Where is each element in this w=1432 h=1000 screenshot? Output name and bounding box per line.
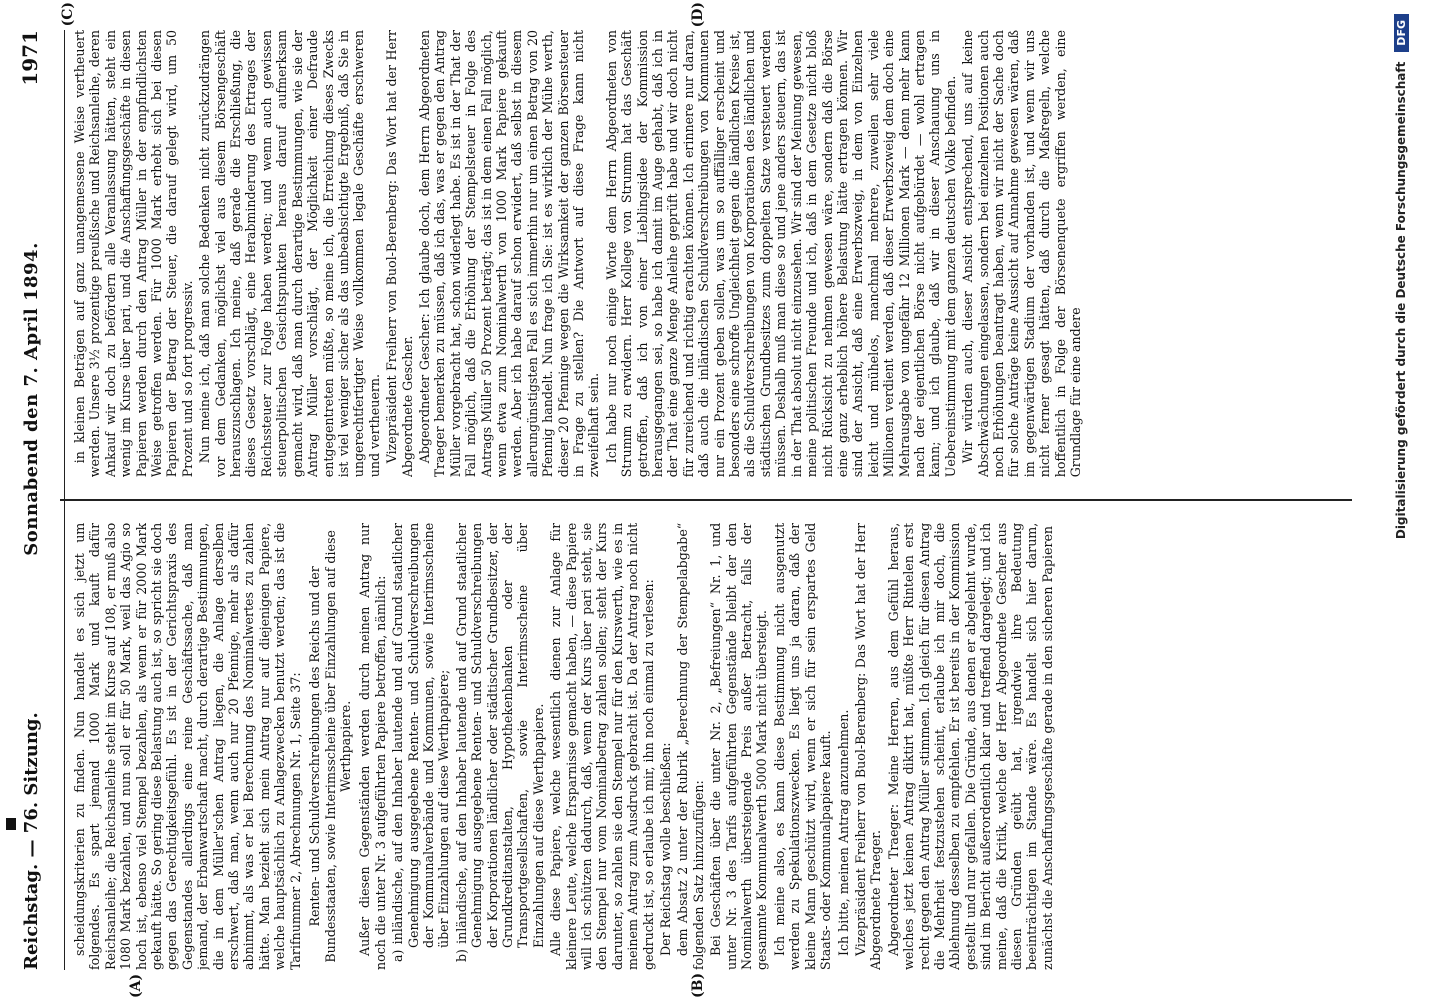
margin-mark-a: (A) xyxy=(128,973,144,998)
left-column xyxy=(72,523,1352,970)
header-date: Sonnabend den 7. April 1894. xyxy=(21,242,42,556)
paragraph: Renten- und Schuldverschreibungen des Reichs und der Bundesstaaten, sowie Interimsscheine über Einzahlungen auf diese Werthpapiere. xyxy=(307,530,353,963)
margin-mark-b: (B) xyxy=(690,972,706,998)
paragraph: Abgeordneter Gescher: Ich glaube doch, dem Herrn Abgeordneten Traeger bemerken zu müssen, daß ich das, was er gegen den Antrag Müller vorgebracht hat, schon widerlegt habe. Es ist in der That der Fall möglich, daß die Erhöhung der Stempelsteuer in Folge des Antrags Müller 50 Prozent beträgt; das ist in dem einen Fall möglich, wenn etwa zum Nominalwerth von 1000 Mark Papiere gekauft werden. Aber ich habe darauf schon erwidert, daß selbst in diesem allerungünstigsten Fall es sich immerhin nur um einen Betrag von 20 Pfennig handelt. Nun frage ich Sie: ist es wirklich der Mühe werth, dieser 20 Pfennige wegen die Wirksamkeit der ganzen Börsensteuer in Frage zu stellen? Die Antwort auf diese Frage kann nicht zweifelhaft sein. xyxy=(416,30,602,478)
right-column xyxy=(72,30,1352,477)
paragraph: Bei Geschäften über die unter Nr. 2, „Befreiungen“ Nr. 1, und unter Nr. 3 des Tarifs aufgeführten Gegenstände bleibt der den Nominalwerth übersteigende Preis außer Betracht, falls der gesammte Kommunalwerth 5000 Mark nicht übersteigt. xyxy=(708,522,770,970)
scan-artifact xyxy=(6,818,16,830)
paragraph: Alle diese Papiere, welche wesentlich dienen zur Anlage für kleinere Leute, welche Ersparnisse gemacht haben, — diese Papiere will ich schützen dadurch, daß, wenn der Kurs über pari steht, sie den Stempel nur vom Nominalbetrag zahlen sollen; steht der Kurs darunter, so zahlen sie den Stempel nur für den Kurswerth, wie es in meinem Antrag zum Ausdruck gebracht ist. Da der Antrag noch nicht gedruckt ist, so erlaube ich mir, ihn noch einmal zu verlesen: xyxy=(548,522,656,970)
paragraph: Der Reichstag wolle beschließen: xyxy=(658,742,674,956)
paragraph: in kleinen Beträgen auf ganz unangemessene Weise vertheuert werden. Unsere 3½ prozentige preußische und Reichsanleihe, deren Ankauf wir doch zu befördern alle Veranlassung hätten, steht ein wenig im Kurse über pari, und die Anschaffungsgeschäfte in diesen Papieren werden durch den Antrag Müller in der empfindlichsten Weise getroffen werden. Für 1000 Mark erhebt sich bei diesen Papieren der Betrag der Steuer, die darauf gelegt wird, um 50 Prozent und so fort progressiv. xyxy=(72,30,195,478)
dfg-logo: DFG xyxy=(1394,14,1409,52)
paragraph: Nun meine ich, daß man solche Bedenken nicht zurückzudrängen vor dem Gedanken, möglichst viel aus diesem Börsengeschäft herauszuschlagen. Ich meine, daß gerade die Erschließung, die dieses Gesetz vorschlägt, eine Herabminderung des Ertrages der Reichssteuer zur Folge haben werden; und wenn auch gewissen steuerpolitischen Gesichtspunkten heraus darauf aufmerksam gemacht wird, daß man durch derartige Bestimmungen, wie sie der Antrag Müller vorschlägt, der Möglichkeit einer Defraude entgegentreten müßte, so meine ich, die Erreichung dieses Zwecks ist viel weniger sicher als das unbeabsichtigte Ergebniß, daß Sie in ungerechtfertigter Weise vollkommen legale Geschäfte erschweren und vertheuern. xyxy=(197,30,382,478)
text-columns xyxy=(72,30,1352,970)
page-number: 1971 xyxy=(18,30,42,86)
page-header xyxy=(18,30,65,970)
column-divider xyxy=(60,499,1352,501)
credit-text: Digitalisierung gefördert durch die Deutsche Forschungsgemeinschaft xyxy=(1394,61,1408,540)
header-session: Reichstag. — 76. Sitzung. xyxy=(21,712,42,970)
list-item: a) inländische, auf den Inhaber lautende und auf Grund staatlicher Genehmigung ausgegebene Renten- und Schuldverschreibungen der Kommunalverbände und Kommunen, sowie Interimsscheine über Einzahlungen auf diese Werthpapiere; xyxy=(390,522,452,962)
digitization-credit xyxy=(1388,14,1414,986)
paragraph: Vizepräsident Freiherr von Buol-Berenberg: Das Wort hat der Herr Abgeordnete Gescher. xyxy=(384,30,415,478)
paragraph: Wir würden auch, dieser Ansicht entsprechend, uns auf keine Abschwächungen eingelassen, sondern bei einzelnen Positionen auch noch Erhöhungen beantragt haben, wenn wir nicht der Sache doch für solche Anträge keine Aussicht auf Annahme gewesen wären, daß im gegenwärtigen Stadium der vorhanden ist, und wenn wir uns nicht ferner gesagt hätten, daß durch die Maßregeln, welche hoffentlich in Folge der Börsenenquete ergriffen werden, eine Grundlage für eine andere xyxy=(960,30,1083,478)
margin-mark-d: (D) xyxy=(690,2,706,28)
list-item: b) inländische, auf den Inhaber lautende und auf Grund staatlicher Genehmigung ausgegebene Renten- und Schuldverschreibungen der Korporationen ländlicher oder städtischer Grundbesitzer, der Grundkreditanstalten, Hypothekenbanken oder der Transportgesellschaften, sowie Interimsscheine über Einzahlungen auf diese Werthpapiere. xyxy=(453,522,546,962)
paragraph: Ich meine also, es kann diese Bestimmung nicht ausgenutzt werden zu Spekulationszwecken. Es liegt uns ja daran, daß der kleine Mann geschützt wird, wenn er sich für sein erspartes Geld Staats- oder Kommunalpapiere kauft. xyxy=(771,522,834,970)
paragraph: Abgeordneter Traeger: Meine Herren, aus dem Gefühl heraus, welches jetzt keinen Antrag diktirt hat, müßte Herr Rintelen erst recht gegen den Antrag Müller stimmen. Ich gleich für diesen Antrag die Mehrheit festzustehen scheint, erlaube ich mir doch, die Ablehnung desselben zu empfehlen. Er ist bereits in der Kommission gestellt und nur gefallen. Die Gründe, aus denen er abgelehnt wurde, sind im Bericht außerordentlich klar und treffend dargelegt; und ich meine, daß die Kritik, welche der Herr Abgeordnete Gescher aus diesen Gründen geübt hat, irgendwie ihre Bedeutung beeinträchtigen im Stande wäre. Es handelt sich hier darum, zunächst die Anschaffungsgeschäfte gerade in den sicheren Papieren xyxy=(885,522,1055,970)
paragraph: Ich bitte, meinen Antrag anzunehmen. xyxy=(835,709,851,956)
paragraph: dem Absatz 2 unter der Rubrik „Berechnung der Stempelabgabe“ folgenden Satz hinzuzufügen: xyxy=(675,522,706,970)
paragraph: scheidungskriterien zu finden. Nun handelt es sich jetzt um folgendes. Es spart jemand 1000 Mark und kauft dafür Reichsanleihe; die Reichsanleihe steht im Kurse auf 108, er muß also 1080 Mark bezahlen, und nun soll er für 50 Mark, weil das Agio so hoch ist, ebenso viel Stempel bezahlen, als wenn er für 2000 Mark gekauft hätte. So gering diese Belastung auch ist, so spricht sie doch gegen das Gerechtigkeitsgefühl. Es ist in der Gerichtspraxis des Gegenstandes allerdings eine reine Geschäftssache, daß man jemand, der Erbanwartschaft macht, durch derartige Bestimmungen, die in dem Müller'schen Antrag liegen, die Anlage derselben erschwert, daß man, wenn auch nur 20 Pfennige, mehr als dafür abnimmt, als was er bei Berechnung des Nominalwertes zu zahlen hätte. Man bezieht sich mein Antrag nur auf diejenigen Papiere, welche hauptsächlich zu Anlagezwecken benutzt werden; das ist die Tarifnummer 2, Abrechnungen Nr. 1, Seite 37: xyxy=(72,522,303,970)
paragraph: Vizepräsident Freiherr von Buol-Berenberg: Das Wort hat der Herr Abgeordnete Traeger. xyxy=(852,522,884,970)
margin-mark-c: (C) xyxy=(60,2,76,27)
paragraph: Außer diesen Gegenständen werden durch meinen Antrag nur noch die unter Nr. 3 aufgeführten Papiere betroffen, nämlich: xyxy=(357,522,388,970)
paragraph: Ich habe nur noch einige Worte dem Herrn Abgeordneten von Strumm zu erwidern. Herr Kollege von Strumm hat das Geschäft getroffen, daß ich von einer Lieblingsidee der Kommission herausgegangen sei, so habe ich damit im Auge gehabt, daß ich in der That eine ganze Menge Anleihe geprüft habe und wir doch nicht für zureichend und richtig erachten können. Ich erinnere nur daran, daß auch die inländischen Schuldverschreibungen von Kommunen nur ein Prozent geben sollen, was um so auffälliger erscheint und besonders eine schroffe Ungleichheit gegen die ländlichen Kreise ist, als die Schuldverschreibungen von Korporationen des ländlichen und städtischen Grundbesitzes zum doppelten Satze versteuert werden müssen. Deshalb muß man diese so und jene anders steuern, das ist in der That absolut nicht einzusehen. Wir sind der Meinung gewesen, meine politischen Freunde und ich, daß in dem Gesetze nicht bloß nicht Rücksicht zu nehmen gewesen wäre, sondern daß die Börse eine ganz erheblich höhere Belastung hätte ertragen können. Wir sind der Ansicht, daß eine Erwerbszweig, in dem von Einzelnen leicht und mühelos, manchmal mehrere, zuweilen sehr viele Millionen verdient werden, daß dieser Erwerbszweig dem doch eine Mehrausgabe von ungefähr 12 Millionen Mark — denn mehr kann nach der eigentlichen Börse nicht aufgebürdet — wohl ertragen kann; und ich glaube, daß wir in dieser Anschauung uns in Uebereinstimmung mit dem ganzen deutschen Volke befinden. xyxy=(603,30,958,478)
